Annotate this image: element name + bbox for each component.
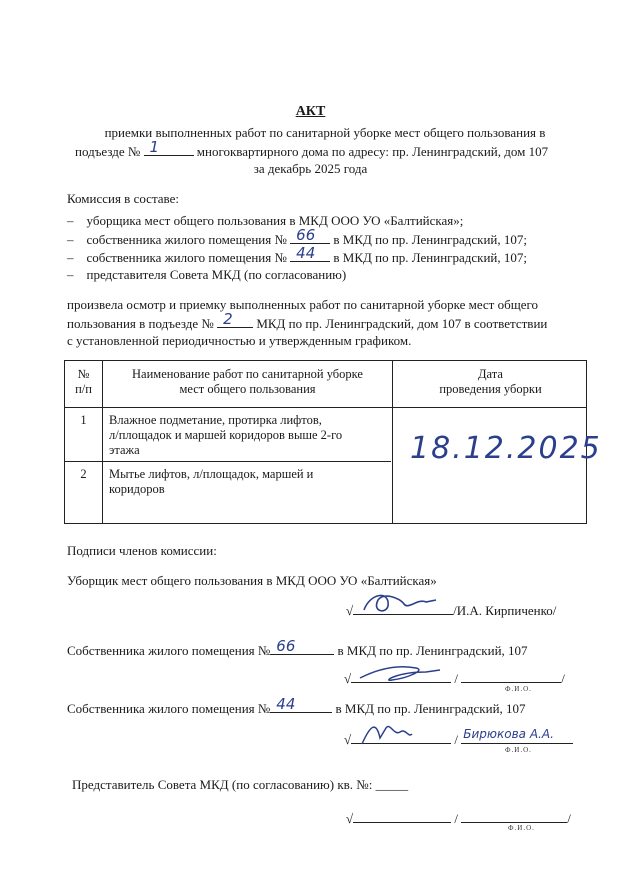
member-item-label: собственника жилого помещения №: [86, 232, 287, 247]
apartment-number-field: [290, 226, 330, 244]
member-item-address: в МКД по пр. Ленинградский, 107;: [333, 232, 528, 247]
fio-caption: Ф.И.О.: [505, 746, 532, 754]
check-mark: √: [346, 603, 354, 618]
entrance-number-field: [217, 310, 253, 328]
inspection-address: МКД по пр. Ленинградский, дом 107 в соответствии: [256, 316, 548, 331]
table-row-work: [109, 413, 387, 458]
entrance-number-handwritten: 2: [223, 310, 233, 328]
header-text: Дата: [478, 367, 503, 381]
name-field: [461, 670, 561, 683]
owner2-name-handwritten: Бирюкова А.А.: [463, 727, 554, 741]
owner-label: Собственника жилого помещения №: [67, 701, 271, 716]
check-mark: √: [346, 811, 354, 826]
entrance-number-handwritten: 1: [149, 138, 160, 156]
member-item-label: собственника жилого помещения №: [86, 250, 287, 265]
name-field: [461, 727, 573, 744]
apartment-number-field: [290, 244, 330, 262]
apartment-number-handwritten: 66: [296, 226, 316, 244]
header-text: проведения уборки: [439, 382, 542, 396]
owner1-line: [67, 637, 528, 659]
member-item-cleaner: – уборщика мест общего пользования в МКД ООО УО «Балтийская»;: [67, 213, 464, 228]
apartment-number-field: [270, 695, 332, 713]
inspection-label: пользования в подъезде №: [67, 316, 214, 331]
cell-line: Влажное подметание, протирка лифтов,: [109, 413, 322, 427]
subtitle-entrance-label: подъезде №: [75, 144, 141, 159]
inspection-line2: [67, 310, 548, 332]
inspection-line3: с установленной периодичностью и утвержденным графиком.: [67, 333, 412, 348]
header-text: №: [77, 367, 90, 381]
council-signature-line: √ / /: [346, 811, 571, 826]
header-date: [393, 367, 588, 397]
member-item-owner-1: – собственника жилого помещения № 66 в МКД по пр. Ленинградский, 107;: [67, 226, 528, 247]
owner-label: Собственника жилого помещения №: [67, 643, 271, 658]
member-item-label: уборщика мест общего пользования в МКД ООО УО «Балтийская»;: [86, 213, 464, 228]
owner-address: в МКД по пр. Ленинградский, 107: [335, 701, 526, 716]
subtitle-address: многоквартирного дома по адресу: пр. Ленинградский, дом 107: [196, 144, 549, 159]
act-subtitle-line1: приемки выполненных работ по санитарной уборке мест общего пользования в: [104, 125, 546, 140]
cell-line: этажа: [109, 443, 140, 457]
document-title: АКТ: [295, 104, 326, 119]
cleaner-line: Уборщик мест общего пользования в МКД ООО УО «Балтийская»: [67, 573, 437, 588]
commission-intro: Комиссия в составе:: [67, 191, 179, 206]
fio-caption: Ф.И.О.: [508, 824, 535, 832]
check-mark: √: [344, 732, 352, 747]
apartment-number-handwritten: 44: [296, 244, 316, 262]
inspection-line1: произвела осмотр и приемку выполненных работ по санитарной уборке мест общего: [67, 297, 539, 312]
check-mark: √: [344, 671, 352, 686]
entrance-number-field: [144, 138, 194, 156]
cleaner-signature: [360, 588, 440, 618]
apartment-number-handwritten: 66: [276, 637, 296, 655]
header-text: Наименование работ по санитарной уборке: [132, 367, 363, 381]
row-num: 1: [80, 413, 87, 427]
apartment-number-handwritten: 44: [276, 695, 296, 713]
member-item-owner-2: – собственника жилого помещения № 44 в МКД по пр. Ленинградский, 107;: [67, 244, 528, 265]
member-item-address: в МКД по пр. Ленинградский, 107;: [333, 250, 528, 265]
cell-line: л/площадок и маршей коридоров выше 2-го: [109, 428, 343, 442]
owner2-signature: [356, 718, 416, 748]
row-num: 2: [80, 467, 87, 481]
handwritten-date: 18.12.2025: [410, 431, 602, 466]
fio-caption: Ф.И.О.: [505, 685, 532, 693]
signatures-heading: Подписи членов комиссии:: [67, 543, 217, 558]
owner1-signature-line: √ / /: [344, 671, 565, 686]
owner-address: в МКД по пр. Ленинградский, 107: [337, 643, 528, 658]
member-item-label: представителя Совета МКД (по согласованию): [86, 267, 347, 282]
cell-line: коридоров: [109, 482, 165, 496]
table-divider: [65, 461, 391, 462]
header-num: [65, 367, 102, 397]
owner2-signature-line: √ / Бирюкова А.А.: [344, 731, 573, 748]
cleaner-name: /И.А. Кирпиченко/: [453, 603, 557, 618]
act-period: за декабрь 2025 года: [253, 161, 368, 176]
name-field: [461, 810, 567, 823]
cell-line: Мытье лифтов, л/площадок, маршей и: [109, 467, 314, 481]
council-rep-line: Представитель Совета МКД (по согласованию) кв. №: _____: [72, 777, 409, 792]
act-subtitle-line2: [75, 138, 549, 160]
apartment-number-field: [270, 637, 334, 655]
owner1-signature: [356, 660, 446, 686]
header-text: п/п: [75, 382, 92, 396]
header-work-name: [103, 367, 392, 397]
owner2-line: [67, 695, 526, 717]
table-divider: [65, 407, 586, 408]
works-table: [64, 360, 602, 524]
table-row-work: [109, 467, 387, 497]
header-text: мест общего пользования: [179, 382, 316, 396]
signature-field: [353, 810, 451, 823]
member-item-council: – представителя Совета МКД (по согласованию): [67, 267, 347, 282]
